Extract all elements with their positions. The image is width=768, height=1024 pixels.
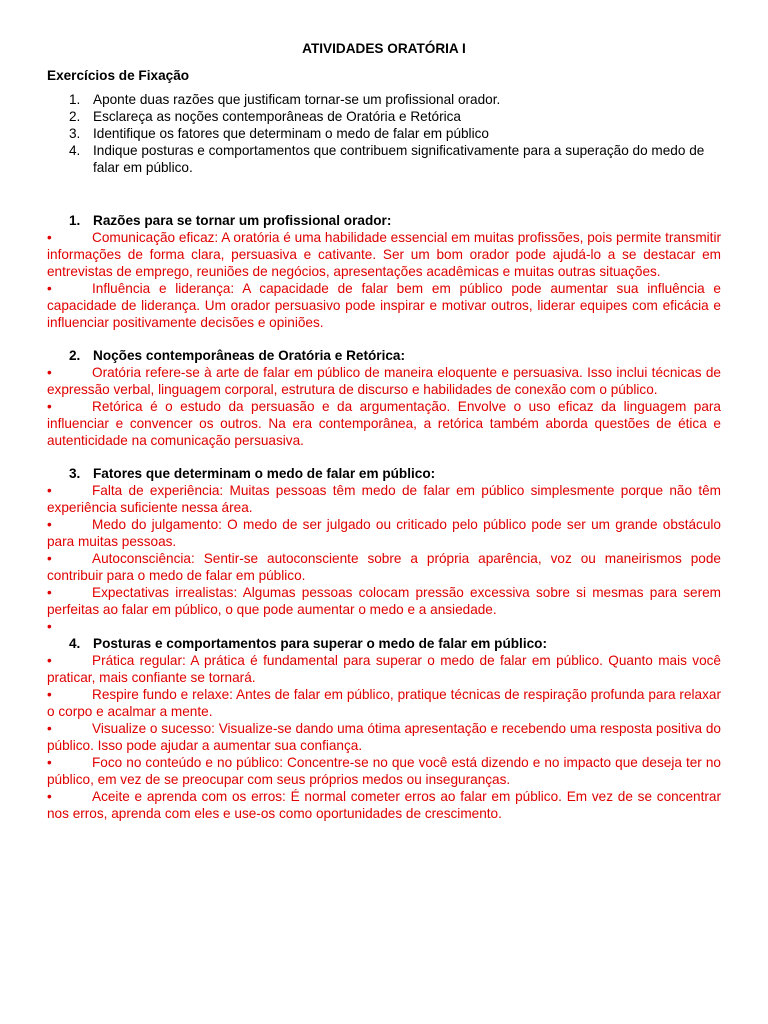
section-number: 2. [69,348,81,363]
answer-bullet-item [47,482,721,516]
section-number: 4. [69,636,81,651]
question-item [47,142,721,176]
bullet-icon: • [47,721,52,736]
document-page [47,40,721,822]
section-number: 3. [69,466,81,481]
answer-text: Oratória refere-se à arte de falar em público de maneira eloquente e persuasiva. Isso inclui técnicas de expressão verbal, linguagem corporal, estrutura de discurso e habilidades de conexão com o público. [47,365,721,397]
answer-text: Prática regular: A prática é fundamental para superar o medo de falar em público. Quanto mais você praticar, mais confiante se tornará. [47,653,721,685]
bullet-icon: • [47,585,52,600]
section-heading [47,347,721,364]
answer-text: Influência e liderança: A capacidade de falar bem em público pode aumentar sua influência e capacidade de liderança. Um orador persuasivo pode inspirar e motivar outros, liderar equipes com eficácia e influenciar positivamente decisões e opiniões. [47,281,721,330]
bullet-icon: • [47,399,52,414]
answer-bullet-item [47,686,721,720]
question-item [47,125,721,142]
answer-bullet-item [47,364,721,398]
section-heading-text: Noções contemporâneas de Oratória e Retórica: [93,348,405,363]
question-item [47,108,721,125]
bullet-icon: • [47,230,52,245]
section-heading-text: Fatores que determinam o medo de falar em público: [93,466,436,481]
bullet-icon: • [47,619,52,634]
answer-text: Medo do julgamento: O medo de ser julgado ou criticado pelo público pode ser um grande obstáculo para muitas pessoas. [47,517,721,549]
answer-bullet-item [47,584,721,618]
answer-text: Expectativas irrealistas: Algumas pessoas colocam pressão excessiva sobre si mesmas para serem perfeitas ao falar em público, o que pode aumentar o medo e a ansiedade. [47,585,721,617]
questions-list [47,91,721,176]
document-subtitle: Exercícios de Fixação [47,68,190,83]
bullet-icon: • [47,517,52,532]
bullet-icon: • [47,653,52,668]
bullet-icon: • [47,483,52,498]
answer-bullet-item [47,516,721,550]
section-heading [47,635,721,652]
answer-bullet-item [47,720,721,754]
question-item [47,91,721,108]
answer-text: Visualize o sucesso: Visualize-se dando uma ótima apresentação e recebendo uma resposta positiva do público. Isso pode ajudar a aumentar sua confiança. [47,721,721,753]
question-text: Esclareça as noções contemporâneas de Oratória e Retórica [93,109,461,124]
section-heading-text: Posturas e comportamentos para superar o medo de falar em público: [93,636,547,651]
answer-section [47,212,721,331]
section-heading [47,212,721,229]
question-text: Indique posturas e comportamentos que contribuem significativamente para a superação do medo de falar em público. [93,143,705,175]
document-title: ATIVIDADES ORATÓRIA I [302,41,466,56]
answer-text: Comunicação eficaz: A oratória é uma habilidade essencial em muitas profissões, pois permite transmitir informações de forma clara, persuasiva e cativante. Ser um bom orador pode ajudá-lo a se destacar em entrevistas de emprego, reuniões de negócios, apresentações acadêmicas e muitas outras situações. [47,230,721,279]
section-number: 1. [69,213,81,228]
answer-text: Autoconsciência: Sentir-se autoconsciente sobre a própria aparência, voz ou maneirismos pode contribuir para o medo de falar em público. [47,551,721,583]
answer-section [47,465,721,635]
answer-section [47,347,721,449]
question-text: Identifique os fatores que determinam o medo de falar em público [93,126,489,141]
answer-bullet-item [47,652,721,686]
answer-text: Retórica é o estudo da persuasão e da argumentação. Envolve o uso eficaz da linguagem para influenciar e convencer os outros. Na era contemporânea, a retórica também aborda questões de ética e autenticidade na comunicação persuasiva. [47,399,721,448]
question-number: 1. [69,92,81,107]
question-number: 2. [69,109,81,124]
question-text: Aponte duas razões que justificam tornar-se um profissional orador. [93,92,501,107]
answer-bullet-item [47,550,721,584]
bullet-icon: • [47,365,52,380]
section-heading-text: Razões para se tornar um profissional orador: [93,213,392,228]
answer-bullet-item [47,754,721,788]
answer-bullet-item [47,280,721,331]
bullet-icon: • [47,789,52,804]
question-number: 4. [69,143,81,158]
answer-section [47,635,721,822]
answer-text: Respire fundo e relaxe: Antes de falar em público, pratique técnicas de respiração profunda para relaxar o corpo e acalmar a mente. [47,687,721,719]
answer-bullet-item-empty [47,618,721,635]
bullet-icon: • [47,281,52,296]
answer-text: Foco no conteúdo e no público: Concentre-se no que você está dizendo e no impacto que deseja ter no público, em vez de se preocupar com seus próprios medos ou inseguranças. [47,755,721,787]
bullet-icon: • [47,687,52,702]
answer-bullet-item [47,788,721,822]
answer-bullet-item [47,398,721,449]
section-heading [47,465,721,482]
bullet-icon: • [47,551,52,566]
question-number: 3. [69,126,81,141]
answer-text: Aceite e aprenda com os erros: É normal cometer erros ao falar em público. Em vez de se concentrar nos erros, aprenda com eles e use-os como oportunidades de crescimento. [47,789,721,821]
bullet-icon: • [47,755,52,770]
answer-bullet-item [47,229,721,280]
answer-text: Falta de experiência: Muitas pessoas têm medo de falar em público simplesmente porque não têm experiência suficiente nessa área. [47,483,721,515]
